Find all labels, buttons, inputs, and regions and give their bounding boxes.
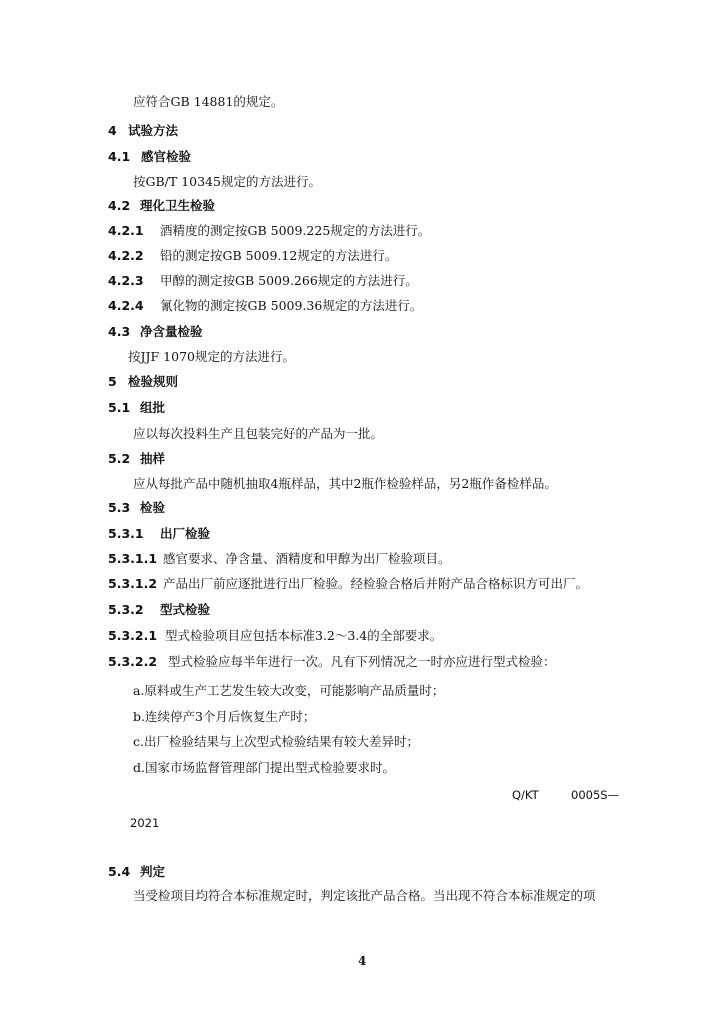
clause-text: 甲醇的测定按GB 5009.266规定的方法进行。: [160, 273, 418, 288]
list-item: b.连续停产3个月后恢复生产时；: [133, 709, 316, 724]
clause-number: 4.2.1: [108, 223, 144, 238]
section-number: 4.1: [108, 149, 131, 164]
clause-text: 氰化物的测定按GB 5009.36规定的方法进行。: [160, 298, 423, 313]
section-heading-5-1: [108, 400, 165, 416]
standard-year: 2021: [130, 816, 160, 830]
clause-5-3-2-2: [108, 654, 556, 670]
section-heading-4-2: [108, 198, 215, 214]
section-title: 检验: [140, 500, 166, 515]
clause-5-3-1-1: [108, 551, 451, 567]
clause-number: 4.2.3: [108, 273, 144, 288]
clause-number: 5.3.1.2: [108, 576, 158, 591]
section-title: 组批: [140, 400, 166, 415]
section-number: 5.4: [108, 864, 131, 879]
section-title: 抽样: [140, 451, 166, 466]
section-title: 检验规则: [128, 374, 179, 389]
section-heading-4-3: [108, 324, 203, 340]
paragraph-line: 按GB/T 10345规定的方法进行。: [133, 174, 321, 189]
clause-text: 感官要求、净含量、酒精度和甲醇为出厂检验项目。: [163, 551, 451, 566]
section-heading-4: [108, 123, 178, 139]
list-item: a.原料或生产工艺发生较大改变，可能影响产品质量时；: [133, 683, 445, 698]
clause-4-2-2: [108, 248, 397, 264]
section-number: 5.3.1: [108, 526, 144, 541]
section-heading-5: [108, 374, 178, 390]
clause-text: 型式检验应每半年进行一次。凡有下列情况之一时亦应进行型式检验：: [168, 654, 556, 669]
paragraph-line: 应符合GB 14881的规定。: [133, 94, 284, 109]
list-item: c.出厂检验结果与上次型式检验结果有较大差异时；: [133, 734, 419, 749]
list-item: d.国家市场监督管理部门提出型式检验要求时。: [133, 760, 395, 775]
clause-4-2-1: [108, 223, 430, 239]
section-number: 5.2: [108, 451, 131, 466]
section-number: 5.1: [108, 400, 131, 415]
section-heading-5-3-2: [108, 602, 210, 618]
clause-5-3-1-2: [108, 576, 588, 592]
standard-number: 0005S—: [571, 788, 620, 802]
clause-number: 5.3.1.1: [108, 551, 158, 566]
page-number: 4: [358, 954, 367, 968]
paragraph-line: 按JJF 1070规定的方法进行。: [128, 349, 295, 364]
section-title: 净含量检验: [140, 324, 203, 339]
clause-4-2-3: [108, 273, 418, 289]
clause-5-3-2-1: [108, 628, 442, 644]
clause-text: 型式检验项目应包括本标准3.2～3.4的全部要求。: [165, 628, 443, 643]
clause-number: 5.3.2.1: [108, 628, 158, 643]
section-heading-5-4: [108, 864, 165, 880]
section-number: 5: [108, 374, 117, 389]
clause-number: 4.2.4: [108, 298, 144, 313]
section-title: 感官检验: [141, 149, 192, 164]
clause-4-2-4: [108, 298, 422, 314]
section-title: 判定: [140, 864, 166, 879]
section-title: 试验方法: [128, 123, 179, 138]
standard-code: Q/KT: [512, 788, 539, 802]
section-title: 理化卫生检验: [140, 198, 216, 213]
clause-text: 酒精度的测定按GB 5009.225规定的方法进行。: [160, 223, 431, 238]
section-heading-5-3: [108, 500, 165, 516]
section-heading-4-1: [108, 149, 191, 165]
section-heading-5-2: [108, 451, 165, 467]
section-number: 4: [108, 123, 117, 138]
section-number: 5.3.2: [108, 602, 144, 617]
clause-text: 铅的测定按GB 5009.12规定的方法进行。: [160, 248, 398, 263]
paragraph-line: 应以每次投料生产且包装完好的产品为一批。: [133, 426, 384, 441]
clause-text: 产品出厂前应逐批进行出厂检验。经检验合格后并附产品合格标识方可出厂。: [163, 576, 589, 591]
clause-number: 5.3.2.2: [108, 654, 158, 669]
section-heading-5-3-1: [108, 526, 210, 542]
paragraph-line: 当受检项目均符合本标准规定时，判定该批产品合格。当出现不符合本标准规定的项: [133, 888, 596, 903]
section-number: 5.3: [108, 500, 131, 515]
clause-number: 4.2.2: [108, 248, 144, 263]
paragraph-line: 应从每批产品中随机抽取4瓶样品，其中2瓶作检验样品，另2瓶作备检样品。: [133, 476, 557, 491]
section-title: 出厂检验: [160, 526, 211, 541]
section-number: 4.3: [108, 324, 131, 339]
section-title: 型式检验: [160, 602, 211, 617]
section-number: 4.2: [108, 198, 131, 213]
